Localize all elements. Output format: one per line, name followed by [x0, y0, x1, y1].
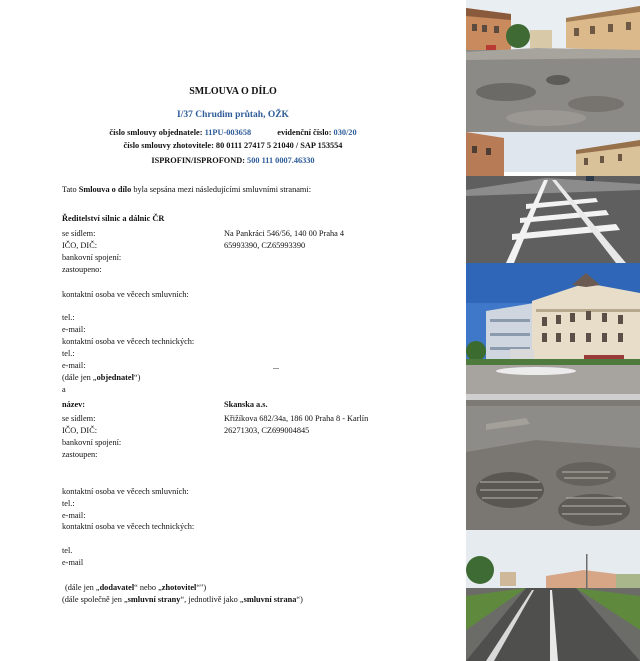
party2-email2-label: e-mail — [62, 558, 84, 567]
party2-contact-contract-label: kontaktní osoba ve věcech smluvních: — [62, 487, 189, 496]
party1-ico-value: 65993390, CZ65993390 — [224, 241, 306, 250]
conjunction-a: a — [62, 385, 66, 394]
party1-email2-label: e-mail: — [62, 361, 86, 370]
party1-zastoupeno-label: zastoupeno: — [62, 265, 102, 274]
party2-contact-tech-label: kontaktní osoba ve věcech technických: — [62, 522, 195, 531]
cobblestone-patches-photo — [466, 394, 640, 530]
party1-sidlo-value: Na Pankráci 546/56, 140 00 Praha 4 — [224, 229, 345, 238]
party2-tel2-label: tel. — [62, 546, 73, 555]
party1-contact-tech-label: kontaktní osoba ve věcech technických: — [62, 337, 195, 346]
road-markings-photo — [466, 132, 640, 263]
smluvni-strany-definition: (dále společně jen „smluvní strany“, jednotlivě jako „smluvní strana“) — [62, 595, 303, 604]
party1-name: Ředitelství silnic a dálnic ČR — [62, 214, 165, 223]
evidencni-number-value: 030/20 — [333, 128, 357, 137]
party2-ico-label: IČO, DIČ: — [62, 426, 98, 435]
rural-road-photo — [466, 530, 640, 661]
party1-tel2-label: tel.: — [62, 349, 75, 358]
party1-bank-label: bankovní spojení: — [62, 253, 122, 262]
party1-contact-contract-label: kontaktní osoba ve věcech smluvních: — [62, 290, 189, 299]
isprofin-value: 500 111 0007.46330 — [247, 156, 315, 165]
party1-sidlo-label: se sídlem: — [62, 229, 96, 238]
party1-ico-label: IČO, DIČ: — [62, 241, 98, 250]
party2-tel1-label: tel.: — [62, 499, 75, 508]
dodavatel-definition: (dále jen „dodavatel“ nebo „zhotovitel“") — [65, 583, 207, 592]
party1-tel1-label: tel.: — [62, 313, 75, 322]
party2-email1-label: e-mail: — [62, 511, 86, 520]
party2-nazev-label: název: — [62, 400, 86, 409]
document-title: SMLOUVA O DÍLO — [189, 86, 277, 97]
objednatel-number-value: 11PU-003658 — [204, 128, 252, 137]
project-name: I/37 Chrudim průtah, OŽK — [177, 110, 289, 120]
evidencni-number-label: evidenční číslo: — [277, 128, 332, 137]
historic-building-photo — [466, 263, 640, 394]
party2-sidlo-value: Křižíkova 682/34a, 186 00 Praha 8 - Karlín — [224, 414, 369, 423]
objednatel-number-label: číslo smlouvy objednatele: — [109, 128, 203, 137]
party2-ico-value: 26271303, CZ699004845 — [224, 426, 310, 435]
party2-nazev-value: Skanska a.s. — [224, 400, 268, 409]
isprofin-line — [0, 156, 466, 165]
party2-bank-label: bankovní spojení: — [62, 438, 122, 447]
party1-email1-label: e-mail: — [62, 325, 86, 334]
zhotovitel-number-line: číslo smlouvy zhotovitele: 80 0111 27417 5 21040 / SAP 153554 — [123, 141, 343, 150]
party2-zastoupen-label: zastoupen: — [62, 450, 98, 459]
photo-strip — [466, 0, 640, 661]
party1-dale-jen: (dále jen „objednatel“) — [62, 373, 141, 382]
small-dash-mark — [273, 368, 279, 369]
contract-number-line — [0, 128, 466, 137]
isprofin-label: ISPROFIN/ISPROFOND: — [151, 156, 245, 165]
street-with-buildings-photo — [466, 0, 640, 132]
party2-sidlo-label: se sídlem: — [62, 414, 96, 423]
intro-paragraph: Tato Smlouva o dílo byla sepsána mezi následujícími smluvními stranami: — [62, 185, 311, 194]
